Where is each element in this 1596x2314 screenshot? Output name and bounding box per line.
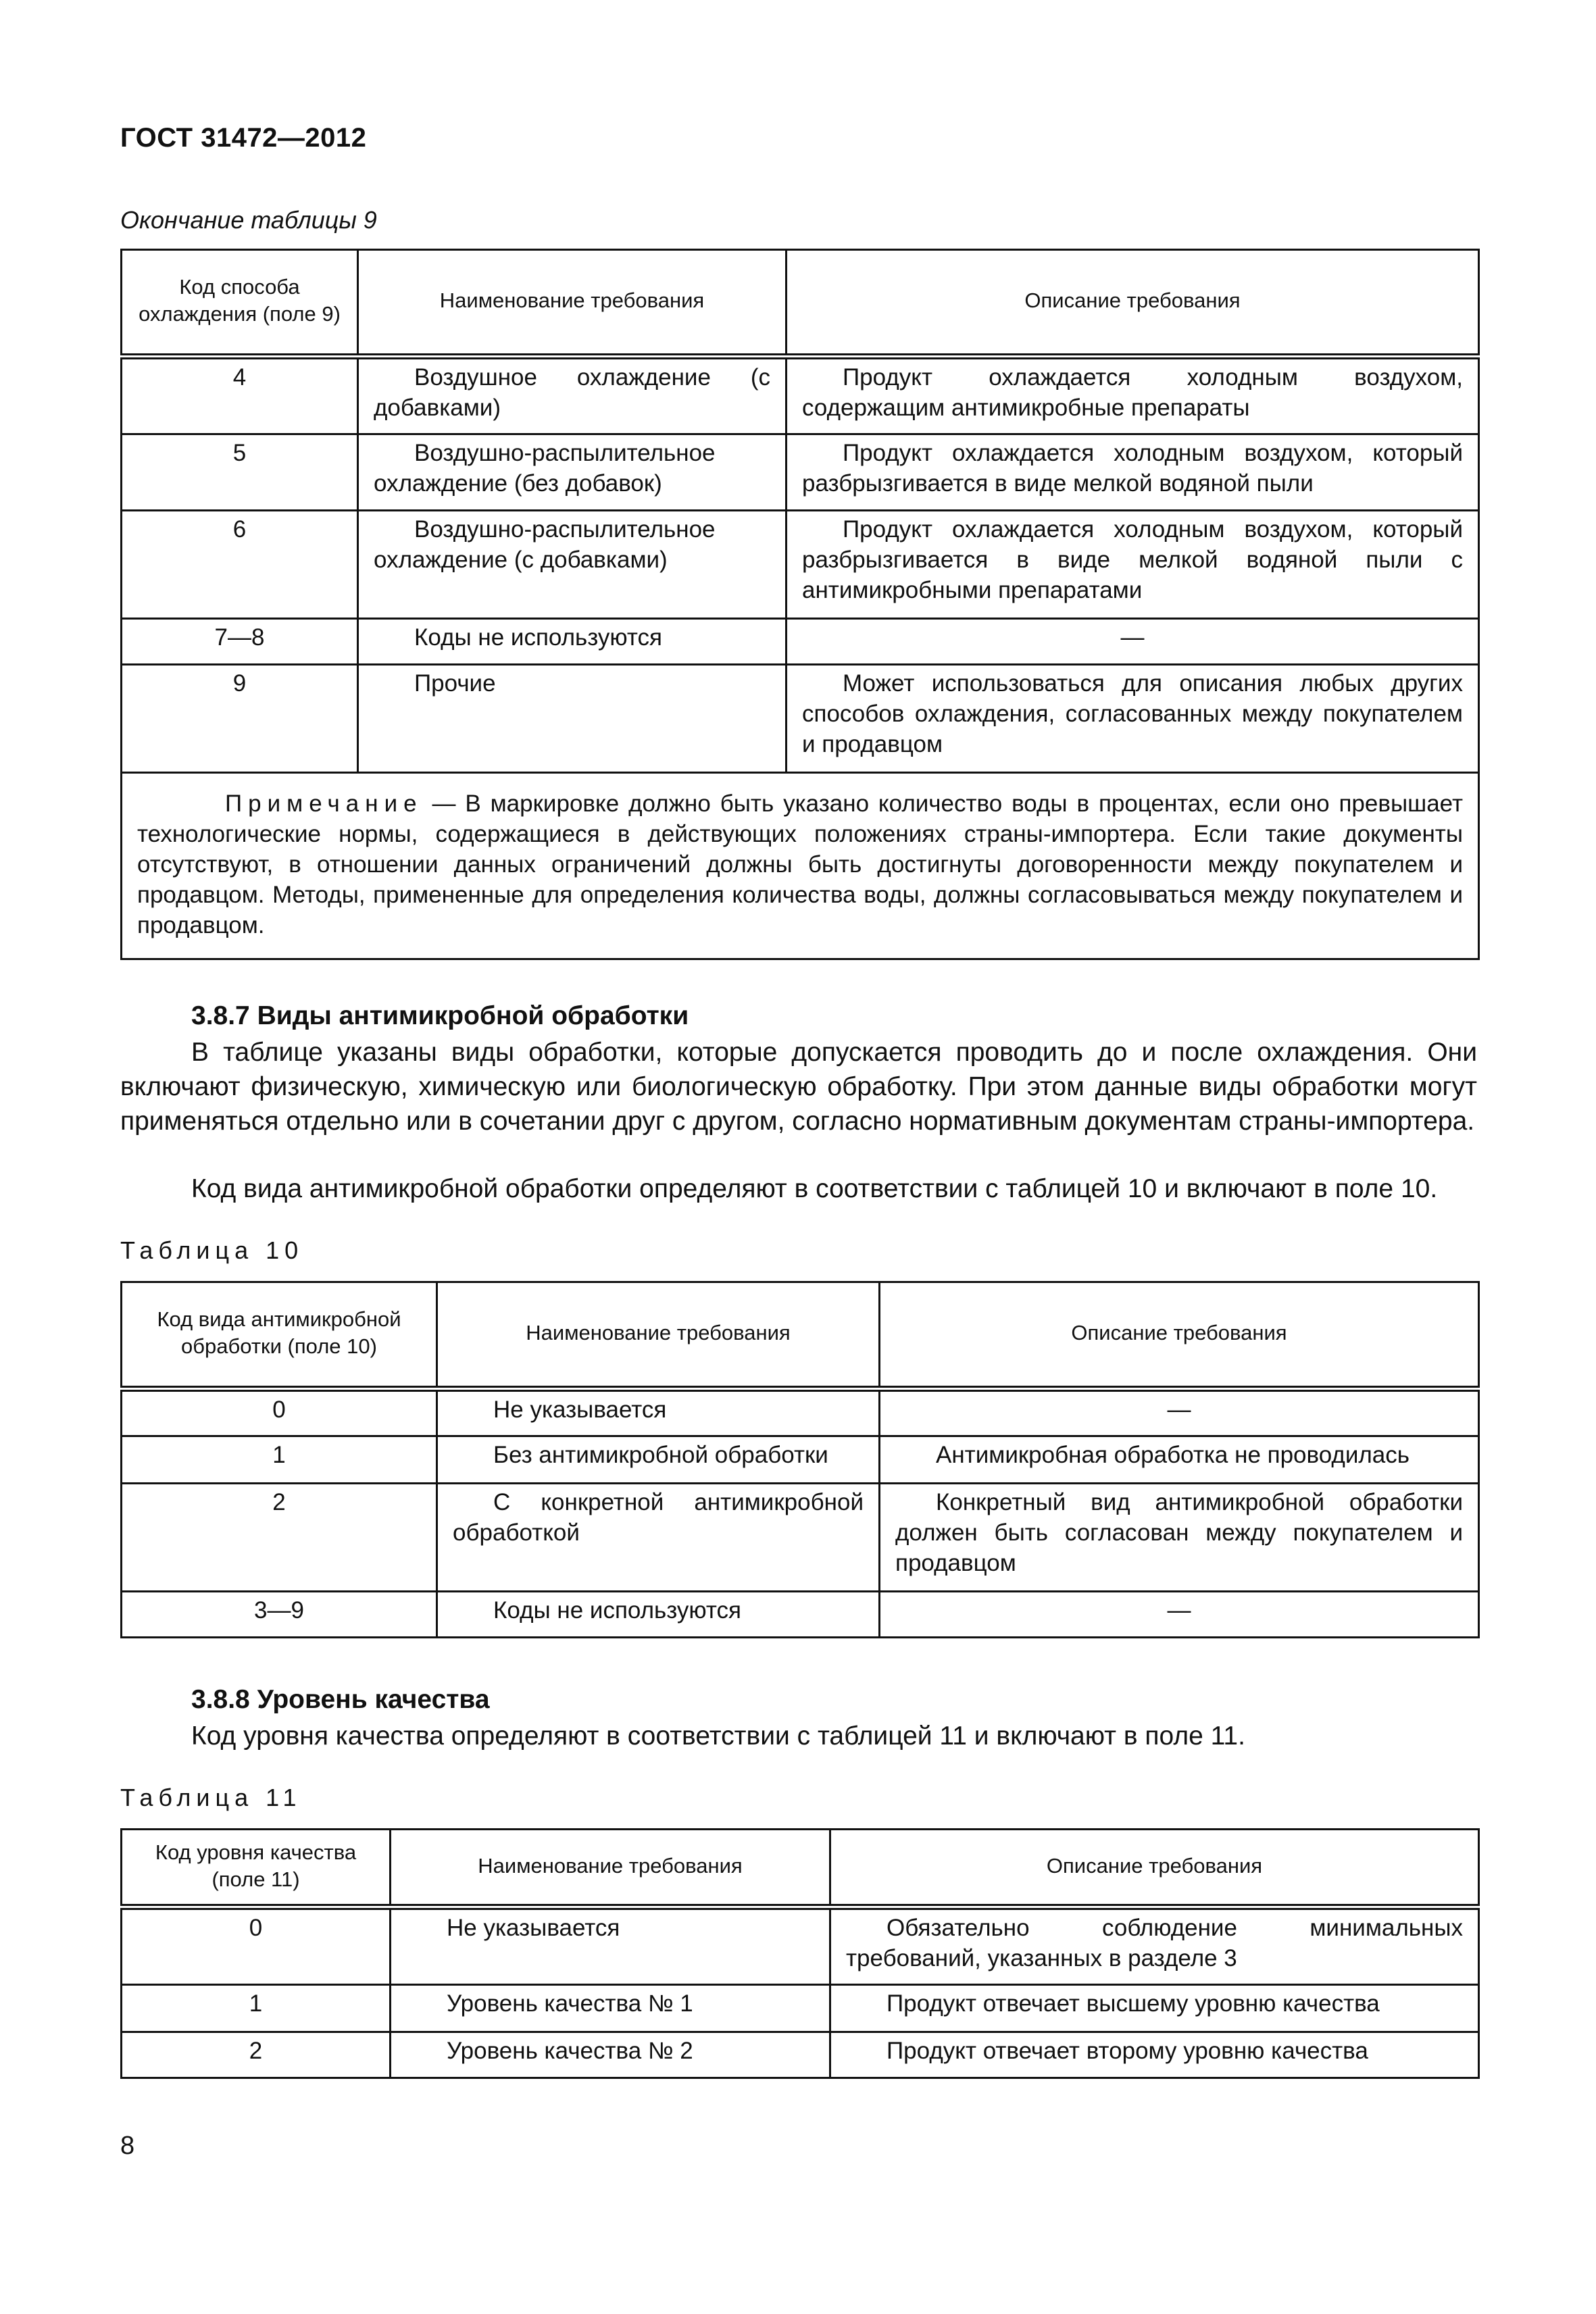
table-row — [122, 1985, 1479, 2032]
table-row — [122, 1389, 1479, 1436]
note-label: Примечание — [225, 790, 423, 817]
table10-caption: Таблица 10 — [120, 1236, 304, 1264]
table-row — [122, 1436, 1479, 1484]
table-row — [122, 1907, 1479, 1985]
cell-description: Может использоваться для описания любых других способов охлаждения, согласованных между покупателем и продавцом — [787, 665, 1479, 773]
header-name: Наименование требования — [391, 1830, 830, 1907]
cell-code: 1 — [122, 1436, 437, 1484]
cell-name: Коды не используются — [358, 619, 787, 665]
section-3-8-7-paragraph-1 — [120, 1035, 1477, 1138]
cell-name: Воздушно-распылительное охлаждение (без добавок) — [358, 434, 787, 511]
cell-description: Продукт отвечает высшему уровню качества — [830, 1985, 1479, 2032]
cell-description: Продукт охлаждается холодным воздухом, который разбрызгивается в виде мелкой водяной пыли с антимикробными препаратами — [787, 511, 1479, 619]
cell-name: Без антимикробной обработки — [437, 1436, 880, 1484]
header-code: Код способа охлаждения (поле 9) — [122, 250, 358, 357]
cell-name: Коды не используются — [437, 1592, 880, 1638]
header-name: Наименование требования — [358, 250, 787, 357]
table-note-row — [122, 773, 1479, 959]
cell-code: 7—8 — [122, 619, 358, 665]
cell-description: — — [880, 1592, 1479, 1638]
cell-name: Уровень качества № 2 — [391, 2032, 830, 2078]
table-header-row — [122, 1830, 1479, 1907]
table-row — [122, 1484, 1479, 1592]
cell-name: С конкретной антимикробной обработкой — [437, 1484, 880, 1592]
cell-name: Уровень качества № 1 — [391, 1985, 830, 2032]
section-3-8-8-title: 3.8.8 Уровень качества — [191, 1685, 490, 1714]
table-10 — [120, 1281, 1480, 1638]
table9-caption: Окончание таблицы 9 — [120, 206, 377, 234]
table-row — [122, 665, 1479, 773]
header-description: Описание требования — [787, 250, 1479, 357]
document-code-header: ГОСТ 31472—2012 — [120, 123, 367, 153]
cell-description: — — [880, 1389, 1479, 1436]
cell-name: Не указывается — [437, 1389, 880, 1436]
cell-code: 9 — [122, 665, 358, 773]
cell-code: 2 — [122, 2032, 391, 2078]
cell-description: Антимикробная обработка не проводилась — [880, 1436, 1479, 1484]
cell-name: Прочие — [358, 665, 787, 773]
cell-name: Воздушно-распылительное охлаждение (с добавками) — [358, 511, 787, 619]
table-11 — [120, 1828, 1480, 2079]
cell-code: 6 — [122, 511, 358, 619]
section-3-8-8-paragraph-1 — [120, 1719, 1477, 1753]
section-3-8-7-paragraph-2 — [120, 1172, 1477, 1206]
table-9 — [120, 249, 1480, 960]
cell-code: 0 — [122, 1389, 437, 1436]
page-number: 8 — [120, 2132, 135, 2160]
cell-code: 5 — [122, 434, 358, 511]
cell-description: — — [787, 619, 1479, 665]
header-name: Наименование требования — [437, 1282, 880, 1389]
table-note — [122, 773, 1479, 959]
cell-code: 2 — [122, 1484, 437, 1592]
cell-name: Не указывается — [391, 1907, 830, 1985]
table-row — [122, 511, 1479, 619]
cell-description: Продукт охлаждается холодным воздухом, содержащим антимикробные препараты — [787, 357, 1479, 434]
paragraph-text: Код вида антимикробной обработки определяют в соответствии с таблицей 10 и включают в поле 10. — [191, 1174, 1438, 1203]
note-text: — В маркировке должно быть указано количество воды в процентах, если оно превышает технологические нормы, содержащиеся в действующих положениях страны-импортера. Если такие документы отсутствуют, в отношении данных ограничений должны быть достигнуты договоренности между покупателем и продавцом. Методы, примененные для определения количества воды, должны согласовываться между покупателем и продавцом. — [137, 790, 1463, 938]
cell-description: Продукт охлаждается холодным воздухом, который разбрызгивается в виде мелкой водяной пыли — [787, 434, 1479, 511]
table-header-row — [122, 250, 1479, 357]
header-code: Код вида антимикробной обработки (поле 10) — [122, 1282, 437, 1389]
paragraph-text: В таблице указаны виды обработки, которые допускается проводить до и после охлаждения. Они включают физическую, химическую или биологическую обработку. При этом данные виды обработки могут применяться отдельно или в сочетании друг с другом, согласно нормативным документам страны-импортера. — [120, 1038, 1477, 1136]
table-row — [122, 357, 1479, 434]
cell-code: 1 — [122, 1985, 391, 2032]
cell-code: 0 — [122, 1907, 391, 1985]
paragraph-text: Код уровня качества определяют в соответствии с таблицей 11 и включают в поле 11. — [191, 1721, 1245, 1751]
header-code: Код уровня качества (поле 11) — [122, 1830, 391, 1907]
table11-caption: Таблица 11 — [120, 1784, 302, 1811]
table-row — [122, 619, 1479, 665]
table-row — [122, 1592, 1479, 1638]
cell-code: 3—9 — [122, 1592, 437, 1638]
header-description: Описание требования — [830, 1830, 1479, 1907]
cell-code: 4 — [122, 357, 358, 434]
cell-description: Обязательно соблюдение минимальных требований, указанных в разделе 3 — [830, 1907, 1479, 1985]
section-3-8-7-title: 3.8.7 Виды антимикробной обработки — [191, 1001, 689, 1030]
table-header-row — [122, 1282, 1479, 1389]
cell-description: Конкретный вид антимикробной обработки должен быть согласован между покупателем и продавцом — [880, 1484, 1479, 1592]
cell-description: Продукт отвечает второму уровню качества — [830, 2032, 1479, 2078]
cell-name: Воздушное охлаждение (с добавками) — [358, 357, 787, 434]
table-row — [122, 434, 1479, 511]
table-row — [122, 2032, 1479, 2078]
header-description: Описание требования — [880, 1282, 1479, 1389]
